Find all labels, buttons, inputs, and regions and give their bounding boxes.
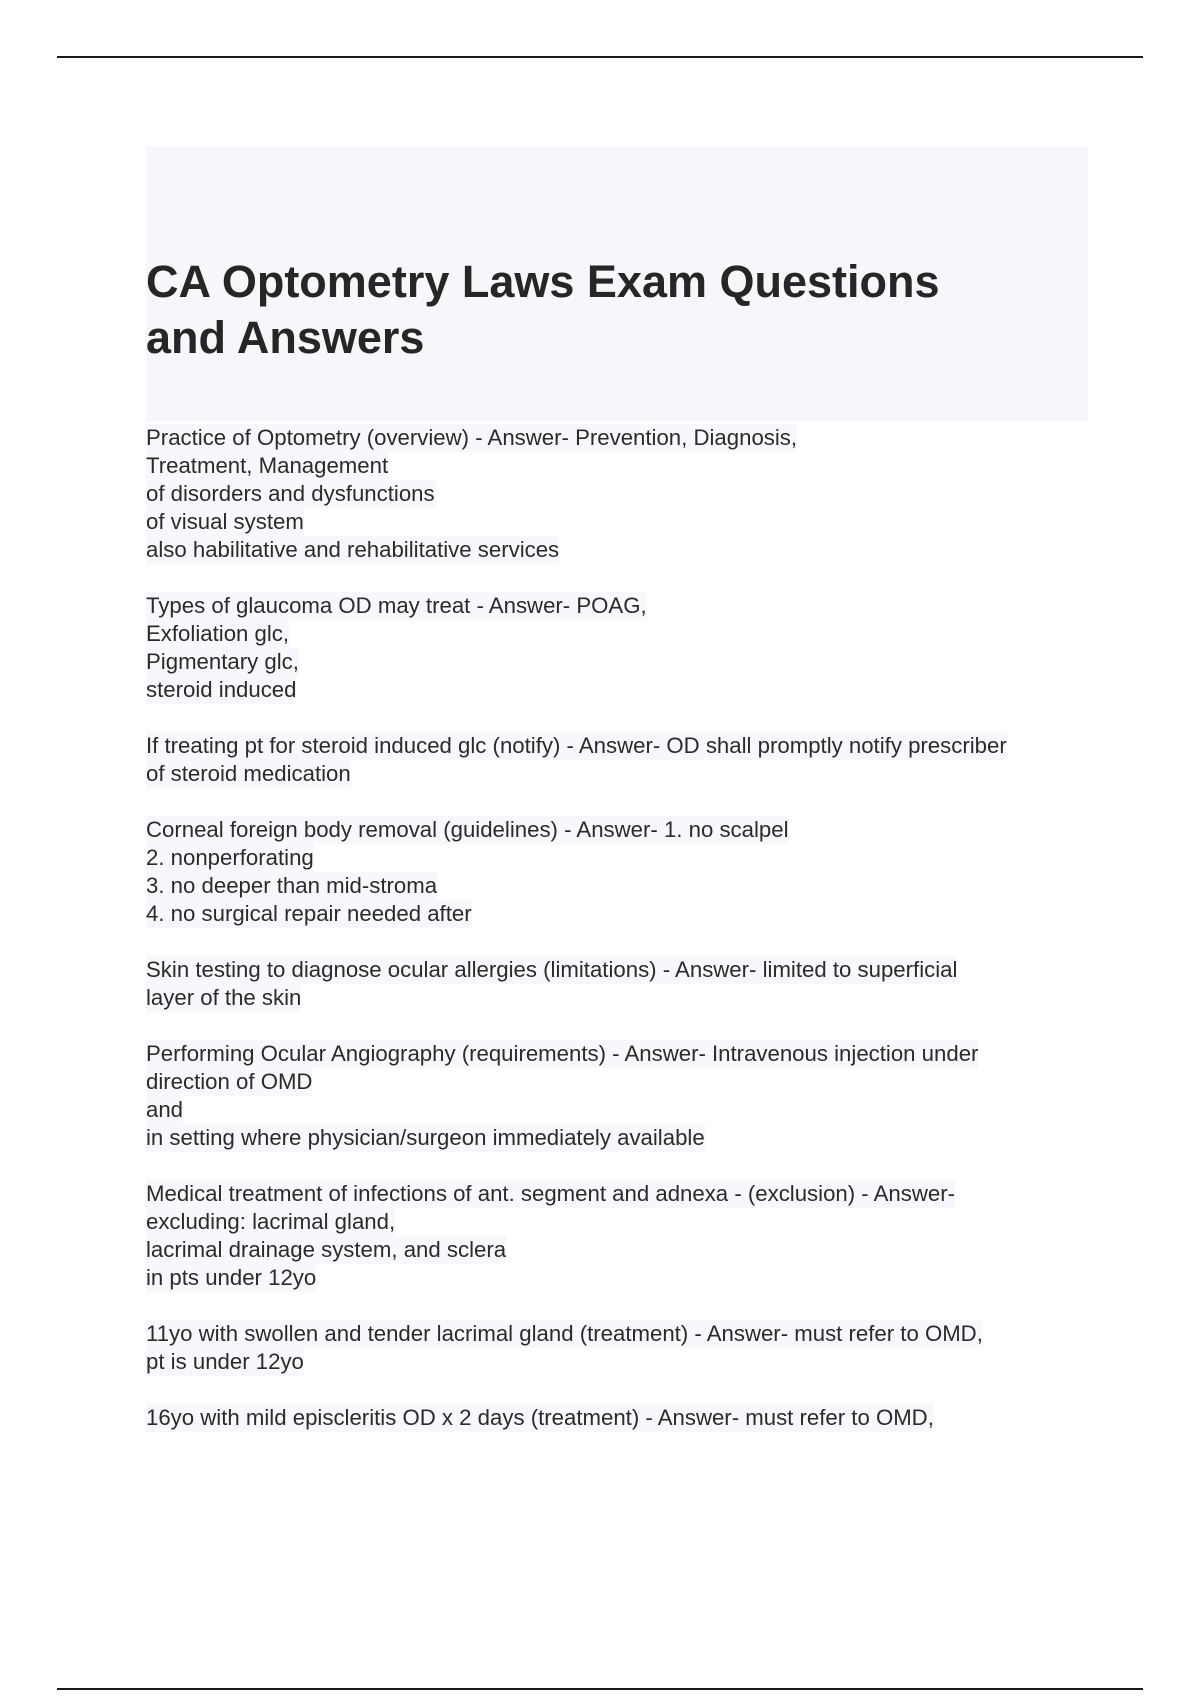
qa-line: Exfoliation glc, bbox=[146, 621, 290, 646]
qa-line: steroid induced bbox=[146, 677, 297, 702]
document-title bbox=[146, 254, 1076, 366]
page-top-rule bbox=[57, 56, 1143, 58]
qa-line: 3. no deeper than mid-stroma bbox=[146, 873, 438, 898]
qa-line: excluding: lacrimal gland, bbox=[146, 1209, 396, 1234]
qa-line: Skin testing to diagnose ocular allergies (limitations) - Answer- limited to superficial bbox=[146, 957, 958, 982]
qa-line: lacrimal drainage system, and sclera bbox=[146, 1237, 507, 1262]
page-bottom-rule bbox=[57, 1688, 1143, 1690]
qa-line: of disorders and dysfunctions bbox=[146, 481, 435, 506]
qa-line: Medical treatment of infections of ant. segment and adnexa - (exclusion) - Answer- bbox=[146, 1181, 956, 1206]
qa-line: 4. no surgical repair needed after bbox=[146, 901, 472, 926]
qa-item bbox=[146, 1040, 1088, 1152]
qa-item bbox=[146, 424, 1088, 564]
qa-line: of visual system bbox=[146, 509, 304, 534]
qa-line: and bbox=[146, 1097, 184, 1122]
qa-list bbox=[146, 424, 1088, 1460]
qa-line: in pts under 12yo bbox=[146, 1265, 317, 1290]
qa-line: Types of glaucoma OD may treat - Answer- POAG, bbox=[146, 593, 647, 618]
qa-line: Corneal foreign body removal (guidelines) - Answer- 1. no scalpel bbox=[146, 817, 789, 842]
qa-line: Treatment, Management bbox=[146, 453, 389, 478]
qa-line: 11yo with swollen and tender lacrimal gland (treatment) - Answer- must refer to OMD, bbox=[146, 1321, 983, 1346]
title-line: CA Optometry Laws Exam Questions bbox=[146, 256, 940, 307]
qa-line: Performing Ocular Angiography (requirements) - Answer- Intravenous injection under bbox=[146, 1041, 979, 1066]
title-line: and Answers bbox=[146, 312, 425, 363]
qa-item bbox=[146, 956, 1088, 1012]
qa-item bbox=[146, 1404, 1088, 1432]
qa-item bbox=[146, 732, 1088, 788]
qa-item bbox=[146, 816, 1088, 928]
qa-item bbox=[146, 592, 1088, 704]
qa-line: pt is under 12yo bbox=[146, 1349, 304, 1374]
qa-line: 16yo with mild episcleritis OD x 2 days (treatment) - Answer- must refer to OMD, bbox=[146, 1405, 934, 1430]
qa-line: direction of OMD bbox=[146, 1069, 313, 1094]
qa-line: also habilitative and rehabilitative services bbox=[146, 537, 560, 562]
qa-line: layer of the skin bbox=[146, 985, 302, 1010]
qa-item bbox=[146, 1180, 1088, 1292]
qa-line: Practice of Optometry (overview) - Answer- Prevention, Diagnosis, bbox=[146, 425, 798, 450]
qa-line: in setting where physician/surgeon immediately available bbox=[146, 1125, 705, 1150]
qa-line: 2. nonperforating bbox=[146, 845, 314, 870]
qa-line: If treating pt for steroid induced glc (notify) - Answer- OD shall promptly notify prescriber bbox=[146, 733, 1007, 758]
qa-line: Pigmentary glc, bbox=[146, 649, 299, 674]
qa-line: of steroid medication bbox=[146, 761, 351, 786]
qa-item bbox=[146, 1320, 1088, 1376]
